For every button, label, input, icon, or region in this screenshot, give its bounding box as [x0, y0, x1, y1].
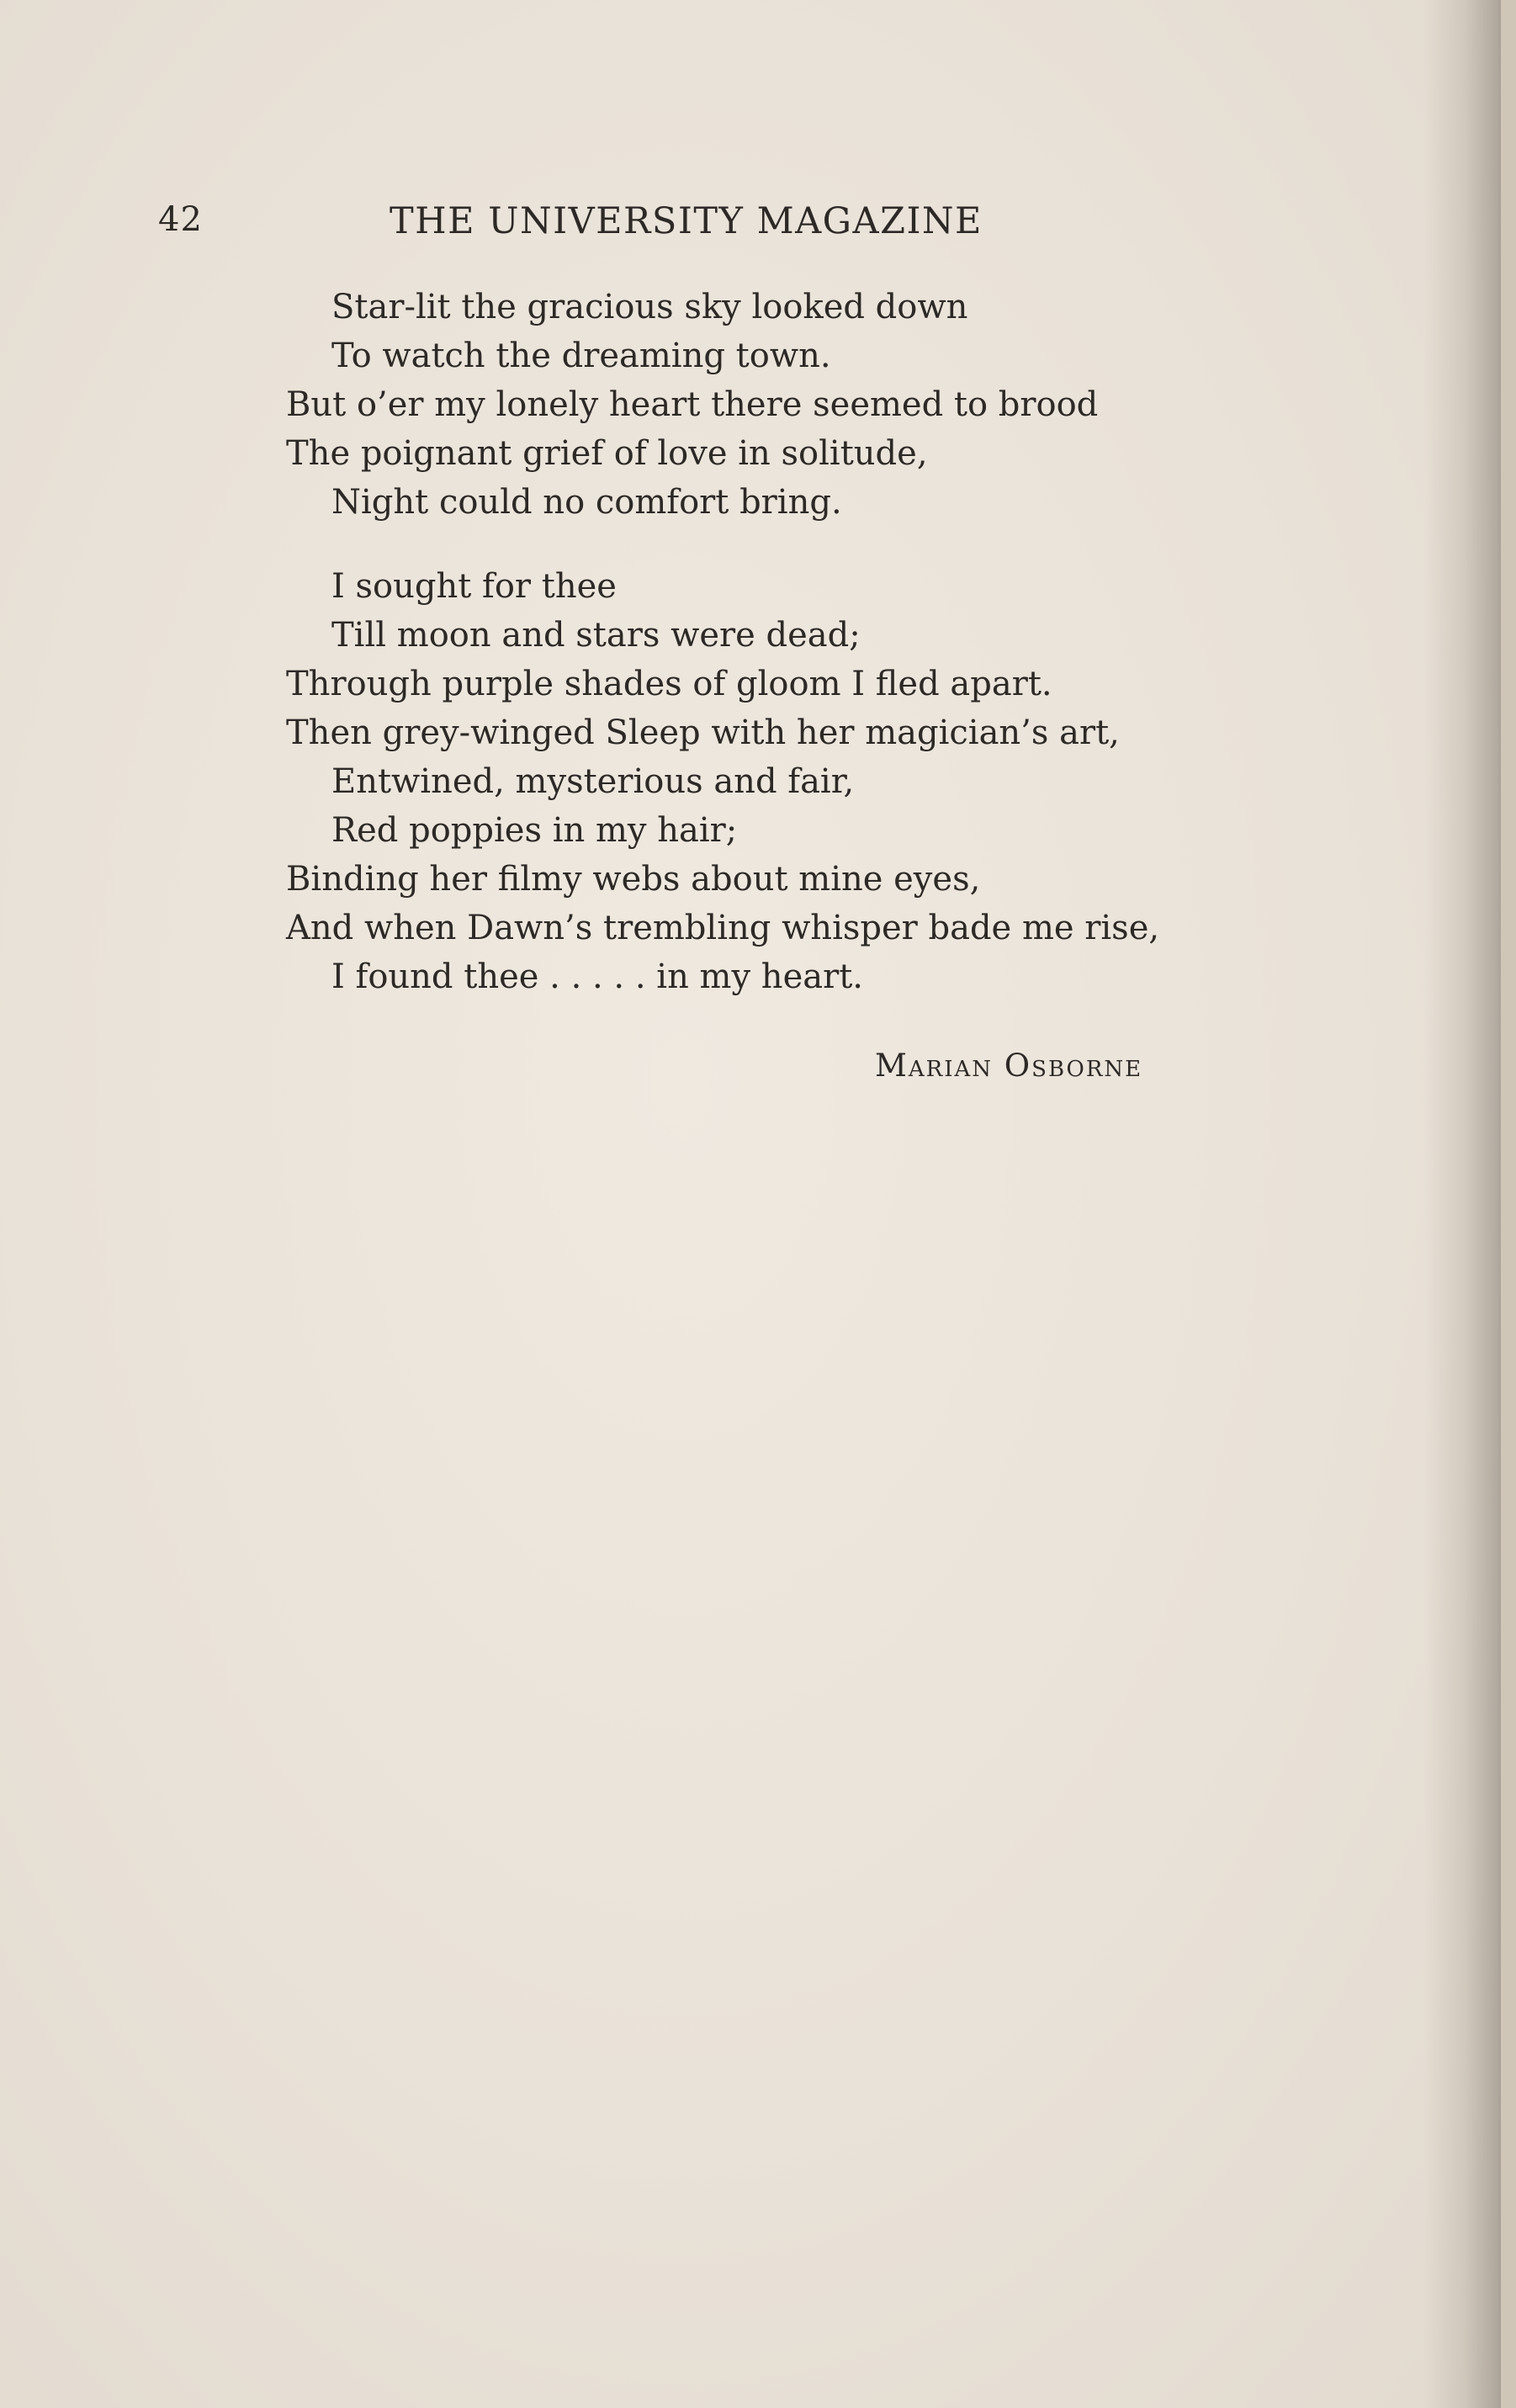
running-header: [158, 200, 1260, 259]
poem-line: Night could no comfort bring.: [331, 483, 842, 522]
poem-line: Then grey-winged Sleep with her magician’s art,: [286, 713, 1120, 752]
page-number: 42: [158, 200, 203, 239]
poem-line: And when Dawn’s trembling whisper bade me rise,: [286, 909, 1160, 947]
poem-line: Star-lit the gracious sky looked down: [331, 288, 968, 326]
poem-line: Till moon and stars were dead;: [331, 616, 861, 655]
page-edge: [1501, 0, 1516, 2408]
poem-line: Red poppies in my hair;: [331, 811, 738, 850]
poem-line: I found thee . . . . . in my heart.: [331, 957, 863, 996]
author-signature: Marian Osborne: [875, 1048, 1143, 1084]
poem-line: I sought for thee: [331, 567, 617, 606]
poem-line: But o’er my lonely heart there seemed to brood: [286, 385, 1099, 424]
poem-line: Through purple shades of gloom I fled apart.: [286, 665, 1052, 703]
running-title: THE UNIVERSITY MAGAZINE: [390, 200, 983, 242]
poem-line: The poignant grief of love in solitude,: [286, 434, 928, 473]
poem-line: Entwined, mysterious and fair,: [331, 762, 855, 801]
poem-line: Binding her filmy webs about mine eyes,: [286, 860, 981, 899]
poem-line: To watch the dreaming town.: [331, 337, 831, 375]
